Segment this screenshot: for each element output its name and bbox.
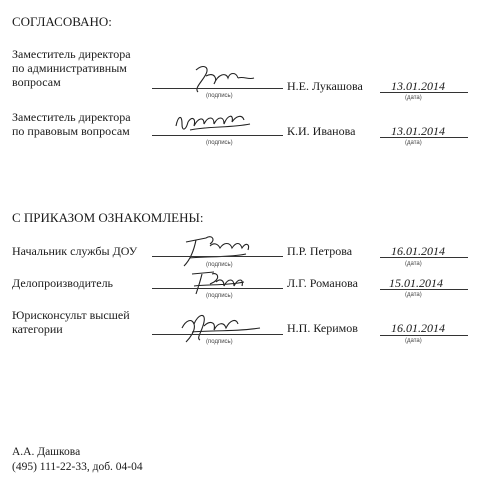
date-caption: (дата): [405, 292, 422, 298]
signature-lukashova: [188, 62, 268, 96]
signature-line: [152, 256, 283, 257]
signatory-name: Н.Е. Лукашова: [287, 79, 363, 93]
signature-line: [152, 135, 283, 136]
position-title: Начальник службы ДОУ: [12, 244, 138, 258]
signature-date: 16.01.2014: [391, 244, 445, 258]
signature-caption: (подпись): [206, 140, 233, 146]
signatory-name: Н.П. Керимов: [287, 321, 358, 335]
acquainted-heading: С ПРИКАЗОМ ОЗНАКОМЛЕНЫ:: [12, 210, 204, 225]
signatory-name: Л.Г. Романова: [287, 276, 358, 290]
position-title: Юрисконсульт высшей категории: [12, 308, 130, 336]
signature-date: 16.01.2014: [391, 321, 445, 335]
date-line: [380, 289, 468, 290]
signature-date: 15.01.2014: [389, 276, 443, 290]
date-caption: (дата): [405, 140, 422, 146]
date-line: [380, 92, 468, 93]
approval-heading: СОГЛАСОВАНО:: [12, 14, 112, 29]
date-caption: (дата): [405, 338, 422, 344]
signature-line: [152, 88, 283, 89]
date-caption: (дата): [405, 261, 422, 267]
signature-date: 13.01.2014: [391, 124, 445, 138]
date-line: [380, 137, 468, 138]
date-caption: (дата): [405, 95, 422, 101]
date-line: [380, 257, 468, 258]
signature-caption: (подпись): [206, 93, 233, 99]
position-title: Заместитель директора по правовым вопросам: [12, 110, 131, 138]
author-name: А.А. Дашкова: [12, 446, 81, 458]
author-phone: (495) 111-22-33, доб. 04-04: [12, 461, 143, 473]
signature-line: [152, 288, 283, 289]
position-title: Делопроизводитель: [12, 276, 114, 290]
date-line: [380, 335, 468, 336]
signature-caption: (подпись): [206, 262, 233, 268]
signatory-name: К.И. Иванова: [287, 124, 356, 138]
signature-line: [152, 334, 283, 335]
position-title: Заместитель директора по административным вопросам: [12, 47, 131, 89]
signature-date: 13.01.2014: [391, 79, 445, 93]
signature-caption: (подпись): [206, 339, 233, 345]
signatory-name: П.Р. Петрова: [287, 244, 353, 258]
signature-caption: (подпись): [206, 293, 233, 299]
